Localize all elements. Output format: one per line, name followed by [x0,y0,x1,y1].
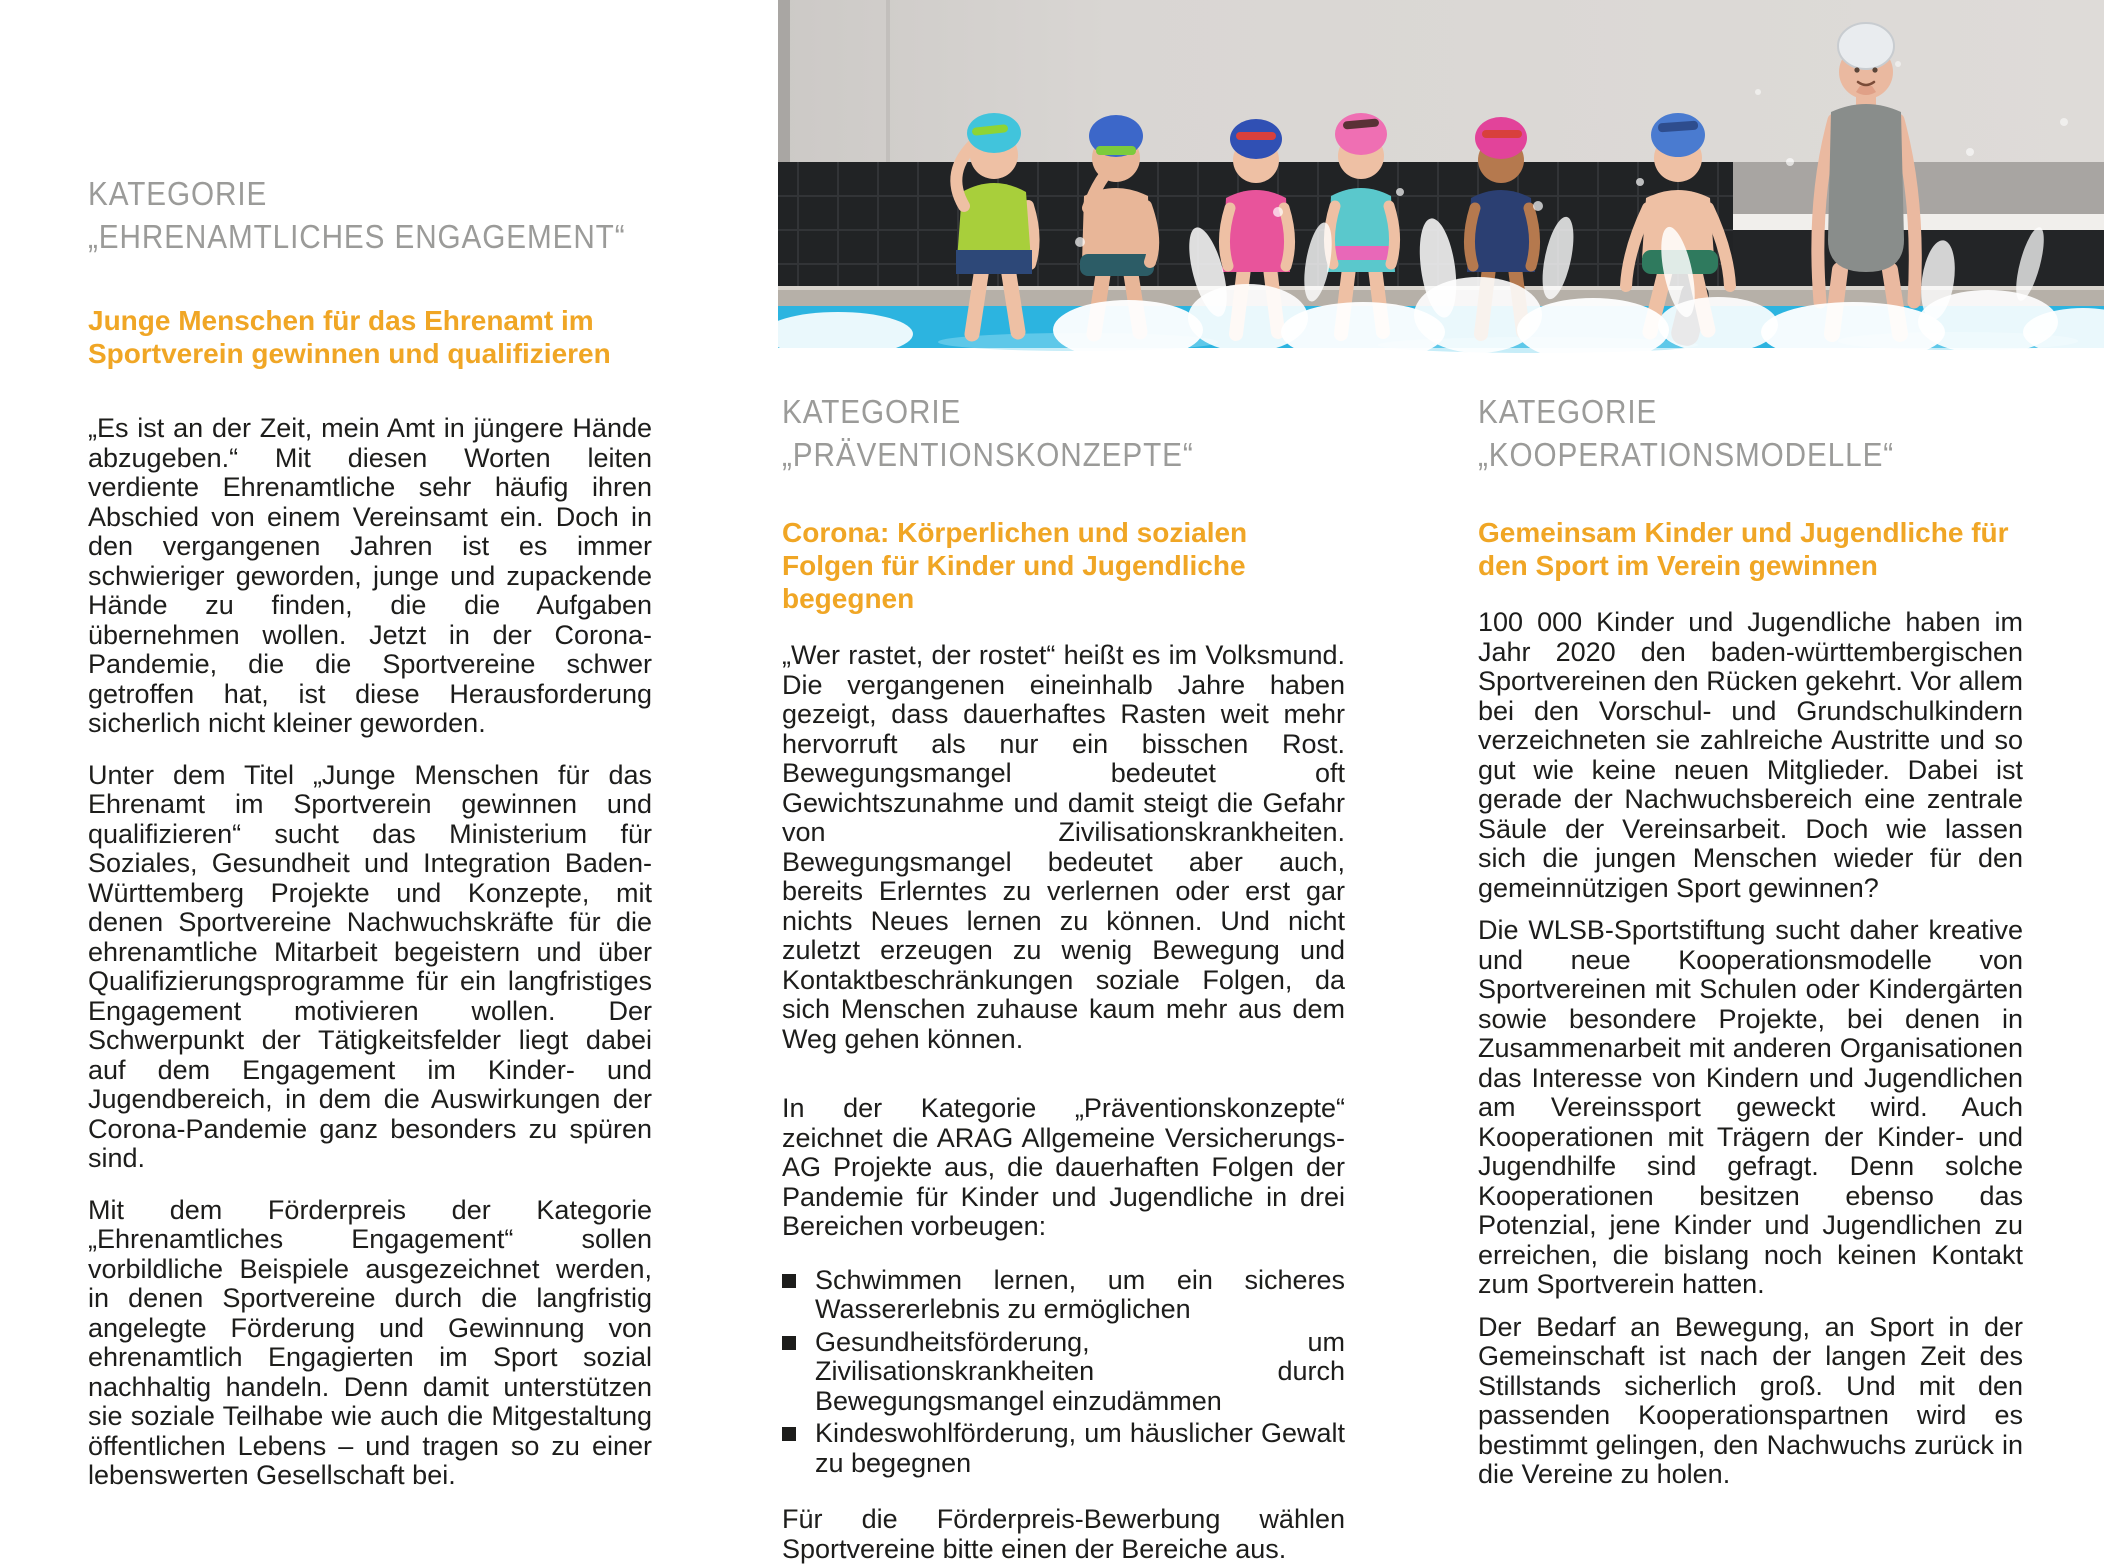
body-paragraph: Die WLSB-Sportstiftung sucht daher kreative und neue Kooperationsmodelle von Sportvereinen mit Schulen oder Kindergärten sowie besondere Projekte, bei denen in Zusammenarbeit mit anderen Organisationen das Interesse von Kindern und Jugendlichen am Vereinssport geweckt wird. Auch Kooperationen mit Trägern der Kinder- und Jugendhilfe sind gefragt. Denn solche Kooperationen besitzen ebenso das Potenzial, jene Kinder und Jugendlichen zu erreichen, die bislang noch keinen Kontakt zum Sportverein hatten. [1478,915,2023,1299]
category-kicker [1478,390,1969,476]
bullet-square-icon [782,1427,796,1441]
body-paragraph: In der Kategorie „Präventionskonzepte“ zeichnet die ARAG Allgemeine Versicherungs-AG Projekte aus, die dauerhaften Folgen der Pandemie für Kinder und Jugendliche in drei Bereichen vorbeugen: [782,1093,1345,1241]
article-subheading: Corona: Körperlichen und sozialen Folgen für Kinder und Jugendliche begegnen [782,517,1248,614]
pool-photo-illustration [778,0,2104,348]
article-body [782,641,1345,1564]
body-paragraph: 100 000 Kinder und Jugendliche haben im Jahr 2020 den baden-württembergischen Sportvereinen den Rücken gekehrt. Vor allem bei den Vorschul- und Grundschulkindern verzeichneten sie zahlreiche Austritte und so gut wie keine neuen Mitglieder. Dabei ist gerade der Nachwuchsbereich eine zentrale Säule der Vereinsarbeit. Doch wie lassen sich die jungen Menschen wieder für den gemeinnützigen Sport gewinnen? [1478,607,2023,903]
kicker-line-2: „EHRENAMTLICHES ENGAGEMENT“ [88,218,626,255]
bullet-square-icon [782,1274,796,1288]
body-paragraph: Mit dem Förderpreis der Kategorie „Ehrenamtliches Engagement“ sollen vorbildliche Beispiele ausgezeichnet werden, in denen Sportvereine durch die langfristig angelegte Förderung und Gewinnung von ehrenamtlich Engagierten im Sport sozial nachhaltig handeln. Denn damit unterstützen sie soziale Teilhabe wie auch die Mitgestaltung öffentlichen Lebens – und tragen so zu einer lebenswerten Gesellschaft bei. [88,1194,652,1490]
kicker-line-2: „PRÄVENTIONSKONZEPTE“ [782,436,1194,473]
bullet-square-icon [782,1336,796,1350]
bullet-text: Schwimmen lernen, um ein sicheres Wassererlebnis zu ermöglichen [815,1264,1345,1324]
category-kicker [782,390,1289,476]
article-body [88,414,652,1491]
article-column-kooperation [1478,390,2023,1490]
body-paragraph: Der Bedarf an Bewegung, an Sport in der Gemeinschaft ist nach der langen Zeit des Stillstands sicherlich groß. Und mit den passenden Kooperationspartnen wird es bestimmt gelingen, den Nachwuchs zurück in die Vereine zu holen. [1478,1311,2023,1489]
body-paragraph: Unter dem Titel „Junge Menschen für das Ehrenamt im Sportverein gewinnen und qualifizieren“ sucht das Ministerium für Soziales, Gesundheit und Integration Baden-Württemberg Projekte und Konzepte, mit denen Sportvereine Nachwuchskräfte für die ehrenamtliche Mitarbeit begeistern und über Qualifizierungsprogramme für ein langfristiges Engagement motivieren wollen. Der Schwerpunkt der Tätigkeitsfelder liegt dabei auf dem Engagement im Kinder- und Jugendbereich, in dem die Auswirkungen der Corona-Pandemie ganz besonders zu spüren sind. [88,759,652,1173]
kicker-line-1: KATEGORIE [1478,393,1658,430]
kicker-line-2: „KOOPERATIONSMODELLE“ [1478,436,1895,473]
category-kicker [88,172,626,258]
article-subheading: Gemeinsam Kinder und Jugendliche für den Sport im Verein gewinnen [1478,517,2009,581]
body-paragraph: „Es ist an der Zeit, mein Amt in jüngere Hände abzugeben.“ Mit diesen Worten leiten verdiente Ehrenamtliche sehr häufig ihren Abschied von einem Vereinsamt ein. Doch in den vergangenen Jahren ist es immer schwieriger geworden, junge und zupackende Hände zu finden, die die Aufgaben übernehmen wollen. Jetzt in der Corona-Pandemie, die die Sportvereine schwer getroffen hat, ist diese Herausforderung sicherlich nicht kleiner geworden. [88,413,652,738]
article-column-ehrenamt [88,172,652,1491]
body-paragraph: „Wer rastet, der rostet“ heißt es im Volksmund. Die vergangenen eineinhalb Jahre haben gezeigt, dass dauerhaftes Rasten weit mehr hervorruft als nur ein bisschen Rost. Bewegungsmangel bedeutet oft Gewichtszunahme und damit steigt die Gefahr von Zivilisationskrankheiten. Bewegungsmangel bedeutet aber auch, bereits Erlerntes zu verlernen oder erst gar nichts Neues lernen zu können. Und nicht zuletzt erzeugen zu wenig Bewegung und Kontaktbeschränkungen soziale Folgen, da sich Menschen zuhause kaum mehr aus dem Weg gehen können. [782,640,1345,1054]
kicker-line-1: KATEGORIE [782,393,962,430]
body-paragraph: Für die Förderpreis-Bewerbung wählen Sportvereine bitte einen der Bereiche aus. [782,1504,1345,1564]
kicker-line-1: KATEGORIE [88,175,268,212]
bullet-list [782,1266,1345,1479]
pool-children-photo [778,0,2104,348]
bullet-text: Gesundheitsförderung, um Zivilisationskrankheiten durch Bewegungsmangel einzudämmen [815,1326,1345,1416]
article-body [1478,608,2023,1490]
bullet-item [782,1266,1345,1325]
bullet-text: Kindeswohlförderung, um häuslicher Gewalt zu begegnen [815,1418,1345,1478]
article-column-praevention [782,390,1345,1564]
bullet-item [782,1328,1345,1417]
article-subheading: Junge Menschen für das Ehrenamt im Sportverein gewinnen und qualifizieren [88,305,611,369]
bullet-item [782,1419,1345,1478]
